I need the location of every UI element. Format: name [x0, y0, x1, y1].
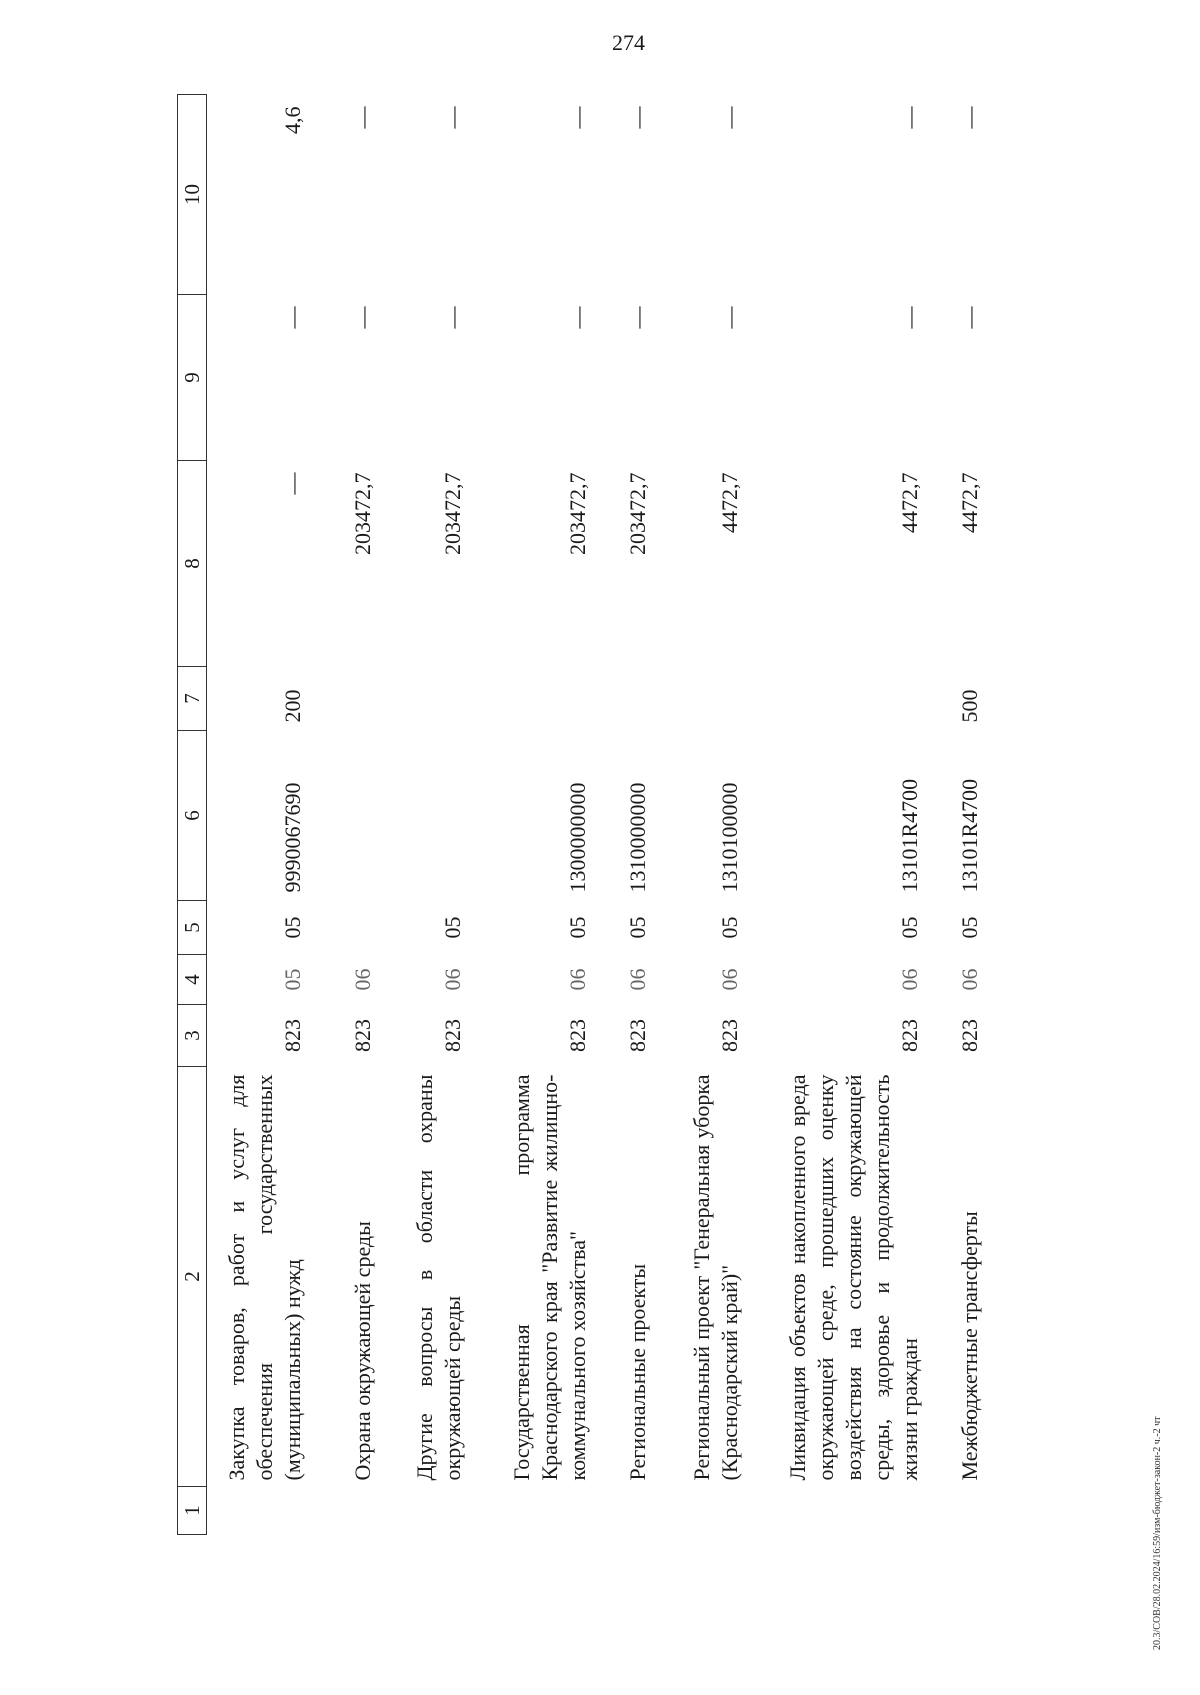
- cell-subsection: 05: [896, 916, 922, 939]
- cell-expense-type: [307, 667, 377, 731]
- cell-amount-3: —: [896, 106, 922, 129]
- cell-ministry: 823: [279, 1019, 305, 1052]
- cell-subsection: 05: [716, 916, 742, 939]
- cell-section: 05: [279, 968, 305, 991]
- document-footer-code: 20.3/СОВ/28.02.2024/16:59/изм-бюджет-закон-2 ч.-2 чт: [1152, 1416, 1163, 1650]
- cell-expense-type: 200: [279, 689, 305, 723]
- cell-section: 06: [716, 968, 742, 991]
- rotated-page-content: [177, 95, 1200, 1535]
- cell-target-article: [377, 731, 467, 901]
- row-name: Региональные проекты: [624, 1263, 650, 1481]
- cell-amount: —: [279, 472, 305, 495]
- row-name: Региональный проект "Генеральная уборка (Краснодарский край)": [688, 1074, 742, 1481]
- table-row: [467, 95, 592, 1535]
- cell-amount: 203472,7: [624, 472, 650, 555]
- column-header: 6: [178, 731, 207, 901]
- row-name: Закупка товаров, работ и услуг для обеспечения государственных (муниципальных) нужд: [223, 1074, 305, 1481]
- row-name: Охрана окружающей среды: [349, 1221, 375, 1481]
- table-row: [744, 95, 924, 1535]
- cell-amount-2: —: [624, 306, 650, 329]
- cell-amount-3: —: [439, 106, 465, 129]
- cell-amount: 203472,7: [439, 472, 465, 555]
- column-header: 4: [178, 955, 207, 1005]
- cell-target-article: 13101R4700: [896, 778, 922, 893]
- table-row: [307, 95, 377, 1535]
- table-row: [924, 95, 984, 1535]
- column-header: 9: [178, 295, 207, 461]
- cell-target-article: 1310100000: [716, 782, 742, 893]
- cell-target-article: 13101R4700: [956, 778, 982, 893]
- cell-amount-3: 4,6: [279, 106, 305, 134]
- header-row: [178, 95, 207, 1535]
- cell-subsection: 05: [564, 916, 590, 939]
- cell-amount-2: —: [716, 306, 742, 329]
- cell-section: 06: [624, 968, 650, 991]
- cell-amount-3: —: [564, 106, 590, 129]
- cell-ministry: 823: [439, 1019, 465, 1052]
- cell-expense-type: [744, 667, 924, 731]
- cell-amount-3: —: [349, 106, 375, 129]
- row-name: Межбюджетные трансферты: [956, 1211, 982, 1481]
- cell-amount: 4472,7: [956, 472, 982, 533]
- cell-amount-3: —: [624, 106, 650, 129]
- cell-amount-2: —: [896, 306, 922, 329]
- row-name: Ликвидация объектов накопленного вреда окружающей среде, прошедших оценку воздействия на состояние окружающей среды, здоровье и продолжительность жизни граждан: [784, 1074, 922, 1481]
- cell-ministry: 823: [349, 1019, 375, 1052]
- cell-ministry: 823: [564, 1019, 590, 1052]
- cell-subsection: 05: [439, 916, 465, 939]
- cell-section: 06: [349, 968, 375, 991]
- cell-ministry: 823: [716, 1019, 742, 1052]
- row-name: Другие вопросы в области охраны окружающей среды: [411, 1074, 465, 1481]
- cell-target-article: [307, 731, 377, 901]
- table-row: [592, 95, 652, 1535]
- table-row: [207, 95, 307, 1535]
- budget-table: [177, 94, 984, 1535]
- cell-amount: 203472,7: [564, 472, 590, 555]
- cell-subsection: 05: [624, 916, 650, 939]
- page-number: 274: [612, 30, 645, 55]
- cell-subsection: [307, 901, 377, 955]
- table-row: [652, 95, 744, 1535]
- cell-section: 06: [439, 968, 465, 991]
- cell-amount: 203472,7: [349, 472, 375, 555]
- cell-amount-2: —: [564, 306, 590, 329]
- cell-ministry: 823: [624, 1019, 650, 1052]
- cell-amount-2: —: [439, 306, 465, 329]
- column-header: 10: [178, 95, 207, 295]
- cell-expense-type: [467, 667, 592, 731]
- column-header: 3: [178, 1005, 207, 1067]
- cell-amount-3: —: [956, 106, 982, 129]
- cell-section: 06: [956, 968, 982, 991]
- cell-subsection: 05: [956, 916, 982, 939]
- cell-amount-2: —: [279, 306, 305, 329]
- cell-amount-2: —: [349, 306, 375, 329]
- cell-section: 06: [564, 968, 590, 991]
- row-name: Государственная программа Краснодарского края "Развитие жилищно-коммунального хозяйства": [508, 1074, 590, 1481]
- cell-subsection: 05: [279, 916, 305, 939]
- cell-expense-type: 500: [956, 689, 982, 723]
- column-header: 1: [178, 1487, 207, 1535]
- column-header: 5: [178, 901, 207, 955]
- column-header: 8: [178, 461, 207, 667]
- cell-amount-3: —: [716, 106, 742, 129]
- column-header: 7: [178, 667, 207, 731]
- cell-section: 06: [896, 968, 922, 991]
- cell-amount: 4472,7: [716, 472, 742, 533]
- cell-expense-type: [592, 667, 652, 731]
- cell-expense-type: [652, 667, 744, 731]
- cell-ministry: 823: [956, 1019, 982, 1052]
- cell-amount: 4472,7: [896, 472, 922, 533]
- cell-target-article: 1300000000: [564, 782, 590, 893]
- table-row: [377, 95, 467, 1535]
- cell-target-article: 1310000000: [624, 782, 650, 893]
- cell-expense-type: [377, 667, 467, 731]
- cell-ministry: 823: [896, 1019, 922, 1052]
- cell-target-article: 9990067690: [279, 782, 305, 893]
- column-header: 2: [178, 1067, 207, 1487]
- cell-amount-2: —: [956, 306, 982, 329]
